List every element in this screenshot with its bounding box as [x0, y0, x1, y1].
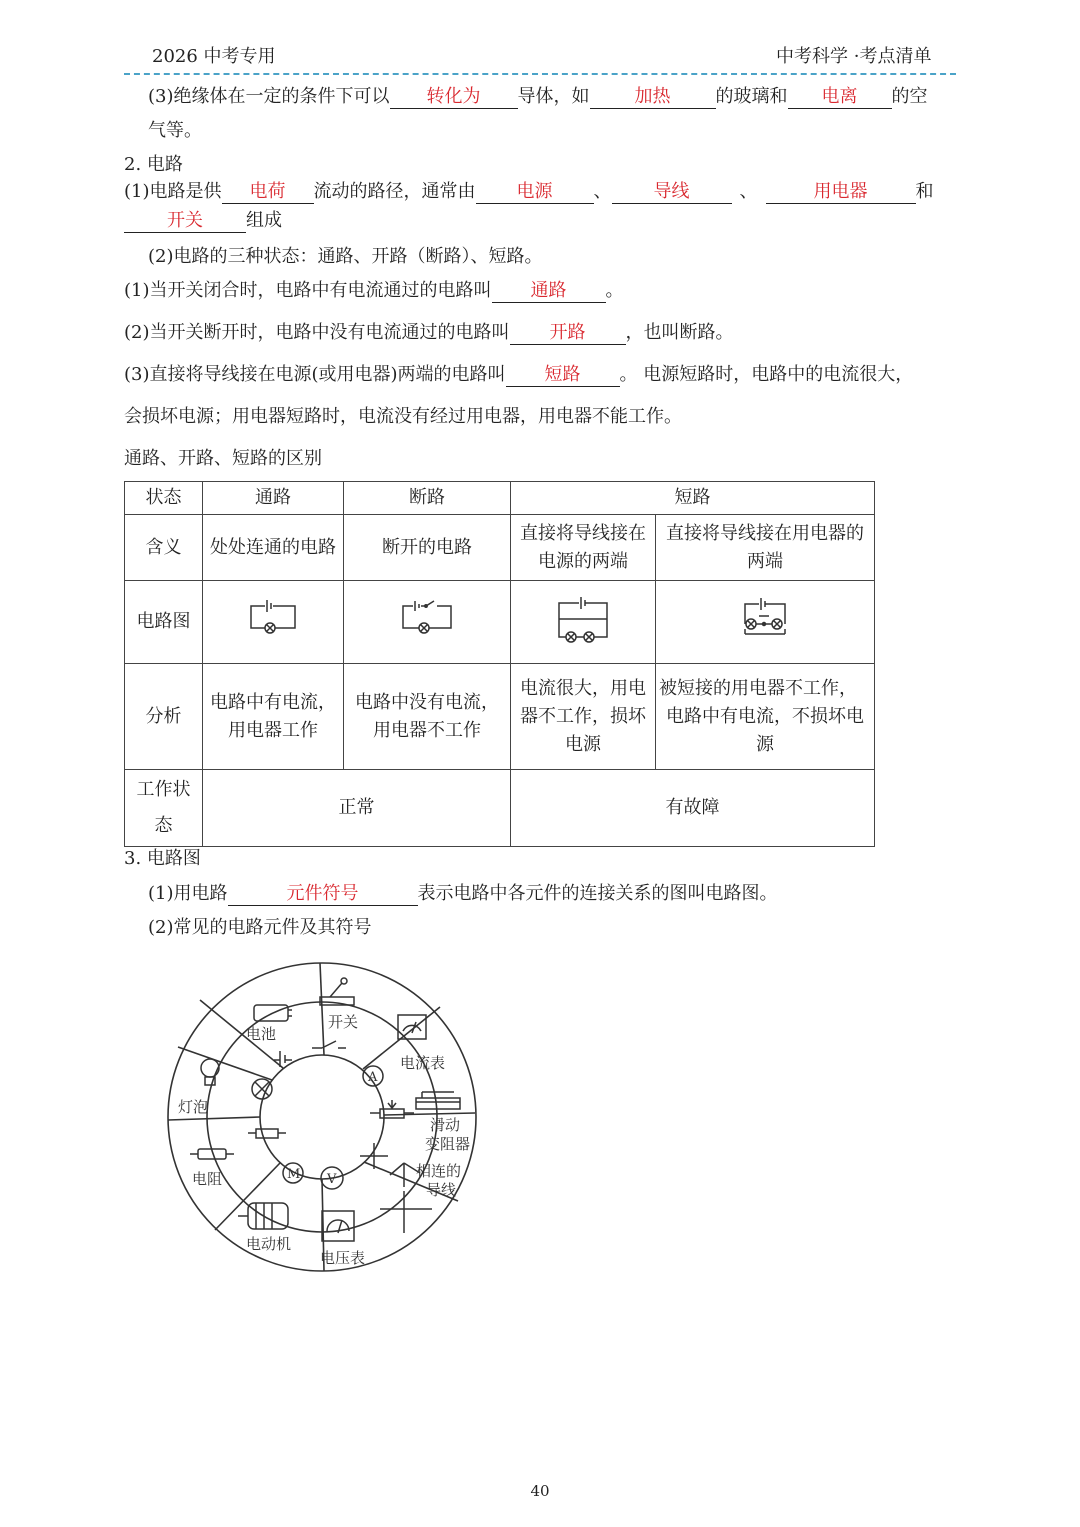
common-components: (2)常见的电路元件及其符号: [148, 917, 372, 938]
appliance-short-icon: [735, 596, 795, 640]
bulb-symbol-icon: [252, 1079, 272, 1099]
component-symbol-wheel: [160, 955, 485, 1280]
answer-blank: 元件符号: [228, 883, 418, 906]
text: (1)用电路: [148, 883, 228, 904]
text: (3)绝缘体在一定的条件下可以: [148, 86, 390, 107]
text: (2)当开关断开时，电路中没有电流通过的电路叫: [124, 322, 510, 343]
header-left: 2026 中考专用: [152, 46, 276, 67]
row-label: 工作状态: [125, 770, 203, 847]
label-ammeter: 电流表: [400, 1054, 446, 1072]
text: 、: [593, 181, 612, 202]
table-cell: 处处连通的电路: [203, 515, 344, 581]
voltmeter-picture-icon: [322, 1211, 354, 1241]
ammeter-letter: A: [368, 1070, 378, 1085]
three-states: (2)电路的三种状态：通路、开路（断路）、短路。: [148, 246, 543, 267]
label-resistor: 电阻: [192, 1170, 223, 1188]
table-cell: 电路中没有电流，用电器不工作: [344, 664, 511, 770]
table-header: 断路: [344, 482, 511, 515]
header-right: 中考科学 ·考点清单: [776, 46, 932, 67]
connected-wires-symbol-icon: [360, 1143, 388, 1169]
circuit-definition: [124, 180, 934, 204]
label-bulb: 灯泡: [178, 1098, 209, 1116]
table-cell: 电流很大，用电器不工作，损坏电源: [511, 664, 656, 770]
label-rheostat-2: 变阻器: [425, 1135, 471, 1153]
table-cell: 直接将导线接在电源的两端: [511, 515, 656, 581]
section-title: 2. 电路: [124, 154, 183, 175]
table-title: 通路、开路、短路的区别: [124, 448, 322, 469]
motor-letter: M: [287, 1167, 301, 1182]
answer-blank: 电离: [788, 86, 892, 109]
table-header: 状态: [125, 482, 203, 515]
switch-symbol-icon: [312, 1041, 346, 1048]
label-switch: 开关: [328, 1013, 359, 1031]
answer-blank: 电源: [476, 181, 594, 204]
appliance-short-diagram: [656, 581, 875, 664]
insulator-line: [148, 85, 928, 109]
label-rheostat-1: 滑动: [430, 1116, 461, 1134]
text: (3)直接将导线接在电源(或用电器)两端的电路叫: [124, 364, 506, 385]
label-wires-1: 相连的: [416, 1162, 462, 1180]
short-circuit-cont: 会损坏电源；用电器短路时，电流没有经过用电器，用电器不能工作。: [124, 406, 682, 427]
text: (1)当开关闭合时，电路中有电流通过的电路叫: [124, 280, 492, 301]
answer-blank: 短路: [506, 364, 620, 387]
resistor-symbol-icon: [248, 1129, 286, 1138]
source-short-diagram: [511, 581, 656, 664]
table-row: [125, 664, 875, 770]
table-header: 短路: [511, 482, 875, 515]
circuit-states-table: [124, 481, 875, 847]
answer-blank: 通路: [492, 280, 606, 303]
answer-blank: 开路: [510, 322, 626, 345]
table-row: [125, 515, 875, 581]
text: 的玻璃和: [715, 86, 788, 107]
text: 、: [739, 181, 758, 202]
cell-line: 被短接的用电器不工作，: [659, 677, 857, 699]
text: 组成: [246, 210, 282, 231]
label-wires-2: 导线: [426, 1181, 457, 1199]
switch-picture-icon: [320, 978, 354, 1005]
label-motor: 电动机: [246, 1235, 292, 1253]
page-number: 40: [530, 1482, 550, 1500]
table-row: [125, 581, 875, 664]
voltmeter-letter: V: [327, 1172, 337, 1187]
circuit-definition-cont: [124, 209, 282, 233]
text: 。 电源短路时，电路中的电流很大，: [619, 364, 914, 385]
circuit-diagram-definition: [148, 882, 778, 906]
insulator-cont: 气等。: [148, 120, 202, 141]
closed-circuit-diagram: [203, 581, 344, 664]
table-row: [125, 770, 875, 847]
cell-line: 电路中有电流，不损坏电源: [666, 705, 864, 755]
source-short-icon: [553, 593, 613, 643]
text: (1)电路是供: [124, 181, 222, 202]
answer-blank: 电荷: [222, 181, 314, 204]
table-cell: 有故障: [511, 770, 875, 847]
wheel-inner-ring: [260, 1055, 384, 1179]
closed-circuit-line: [124, 279, 624, 303]
label-battery: 电池: [246, 1025, 277, 1043]
table-row: [125, 482, 875, 515]
text: 和: [915, 181, 934, 202]
table-header: 通路: [203, 482, 344, 515]
rheostat-picture-icon: [416, 1092, 460, 1109]
answer-blank: 加热: [590, 86, 716, 109]
section-title: 3. 电路图: [124, 848, 201, 869]
answer-blank: 用电器: [766, 181, 916, 204]
text: 导体，如: [517, 86, 590, 107]
row-label: 分析: [125, 664, 203, 770]
row-label: 含义: [125, 515, 203, 581]
open-circuit-diagram: [344, 581, 511, 664]
answer-blank: 导线: [612, 181, 732, 204]
header-divider: [124, 73, 956, 75]
row-label: 电路图: [125, 581, 203, 664]
text: ，也叫断路。: [625, 322, 734, 343]
text: 的空: [891, 86, 928, 107]
short-circuit-line: [124, 363, 913, 387]
open-circuit-icon: [397, 598, 457, 638]
answer-blank: 开关: [124, 210, 246, 233]
text: 表示电路中各元件的连接关系的图叫电路图。: [417, 883, 778, 904]
table-cell: 电路中有电流，用电器工作: [203, 664, 344, 770]
text: 。: [605, 280, 624, 301]
answer-blank: 转化为: [390, 86, 518, 109]
table-cell: 直接将导线接在用电器的两端: [656, 515, 875, 581]
closed-circuit-icon: [243, 598, 303, 638]
text: 流动的路径，通常由: [313, 181, 476, 202]
table-cell: [656, 664, 875, 770]
table-cell: 断开的电路: [344, 515, 511, 581]
label-voltmeter: 电压表: [320, 1249, 366, 1267]
table-cell: 正常: [203, 770, 511, 847]
open-circuit-line: [124, 321, 734, 345]
